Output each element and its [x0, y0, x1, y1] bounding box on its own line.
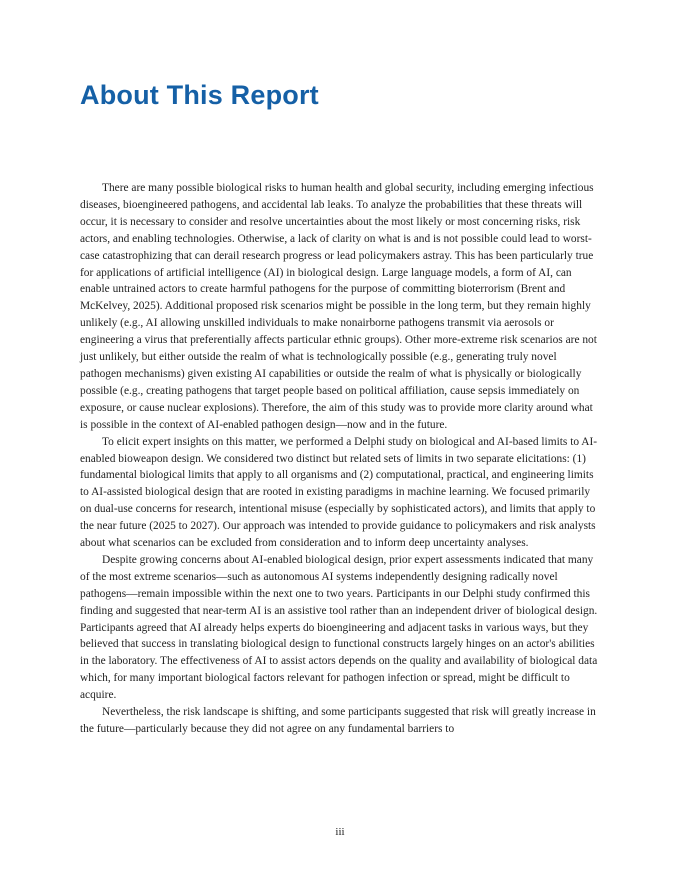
paragraph-2: To elicit expert insights on this matter, we performed a Delphi study on biological and AI-based limits to AI-enabled bioweapon design. We considered two distinct but related sets of limits in two separate elicitations: (1) fundamental biological limits that apply to all organisms and (2) computational, practical, and engineering limits to AI-assisted biological design that are rooted in existing paradigms in machine learning. We focused primarily on dual-use concerns for research, intentional misuse (especially by sophisticated actors), and limits that apply to the near future (2025 to 2027). Our approach was intended to provide guidance to policymakers and risk analysts about what scenarios can be excluded from consideration and to inform deep uncertainty analyses. — [80, 435, 598, 550]
paragraph-3: Despite growing concerns about AI-enabled biological design, prior expert assessments indicated that many of the most extreme scenarios—such as autonomous AI systems independently designing radically novel pathogens—remain impossible within the next one to two years. Participants in our Delphi study confirmed this finding and suggested that near-term AI is an assistive tool rather than an independent driver of biological design. Participants agreed that AI already helps experts do bioengineering and adjacent tasks in various ways, but they believed that success in translating biological design to functional constructs largely hinges on an actor's abilities in the laboratory. The effectiveness of AI to assist actors depends on the quality and availability of biological data which, for many important biological factors relevant for pathogen infection or spread, might be difficult to acquire. — [80, 553, 598, 702]
page-number: iii — [335, 826, 345, 838]
paragraph-4: Nevertheless, the risk landscape is shifting, and some participants suggested that risk will greatly increase in the future—particularly because they did not agree on any fundamental barriers to — [80, 706, 596, 735]
page-title: About This Report — [80, 80, 319, 110]
body-text — [80, 180, 600, 738]
paragraph-1: There are many possible biological risks to human health and global security, including emerging infectious diseases, bioengineered pathogens, and accidental lab leaks. To analyze the probabilities that these threats will occur, it is necessary to consider and resolve uncertainties about the most likely or most concerning risks, risk actors, and enabling technologies. Otherwise, a lack of clarity on what is and is not possible could lead to worst-case catastrophizing that can derail research progress or lead policymakers astray. This has been particularly true for applications of artificial intelligence (AI) in biological design. Large language models, a form of AI, can enable untrained actors to create harmful pathogens for the purpose of committing bioterrorism (Brent and McKelvey, 2025). Additional proposed risk scenarios might be possible in the long term, but they remain highly unlikely (e.g., AI allowing unskilled individuals to make nonairborne pathogens transmit via aerosols or engineering a virus that preferentially affects particular ethnic groups). Other more-extreme risk scenarios are not just unlikely, but either outside the realm of what is technologically possible (e.g., generating truly novel pathogen mechanisms) given existing AI capabilities or outside the realm of what is physically or biologically possible (e.g., creating pathogens that target people based on political affiliation, cause sepsis immediately on exposure, or cause nuclear explosions). Therefore, the aim of this study was to provide more clarity around what is possible in the context of AI-enabled pathogen design—now and in the future. — [80, 182, 597, 431]
